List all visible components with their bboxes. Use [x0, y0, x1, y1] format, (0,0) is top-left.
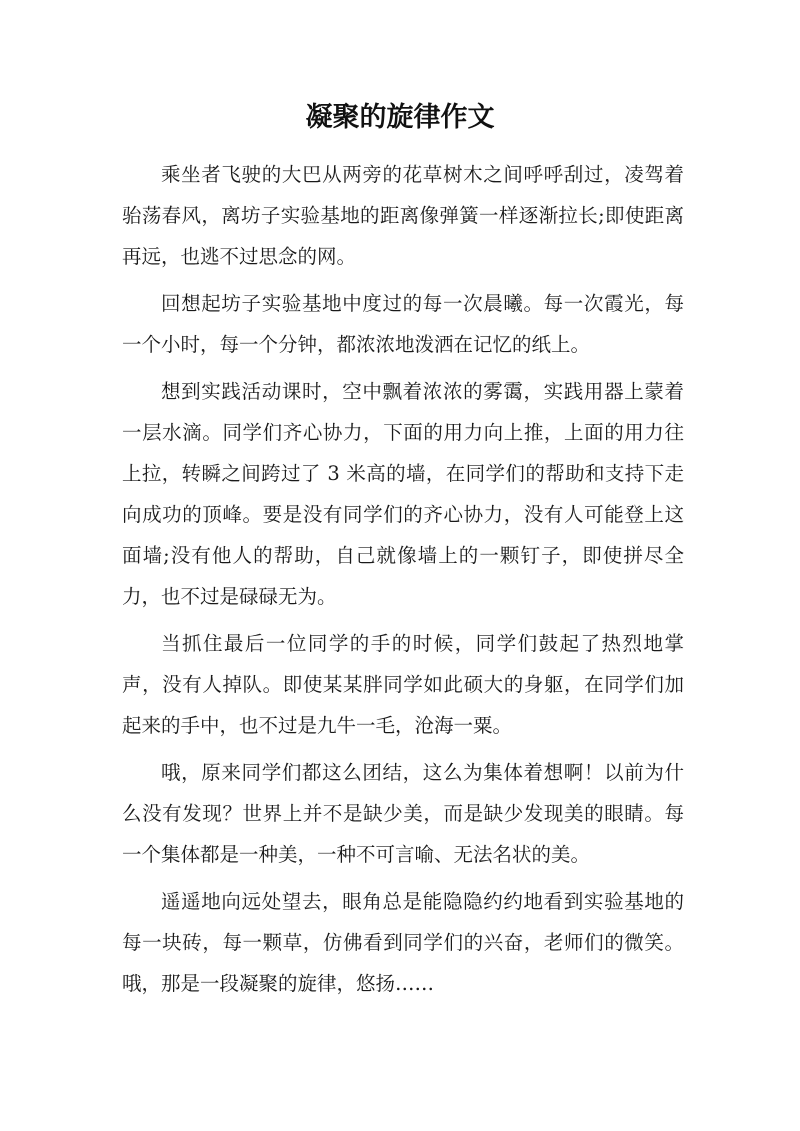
- paragraph-3: 想到实践活动课时，空中飘着浓浓的雾霭，实践用器上蒙着一层水滴。同学们齐心协力，下面的用力向上推，上面的用力往上拉，转瞬之间跨过了 3 米高的墙，在同学们的帮助和支持下走向成功的顶峰。要是没有同学们的齐心协力，没有人可能登上这面墙;没有他人的帮助，自己就像墙上的一颗钉子，即使拼尽全力，也不过是碌碌无为。: [122, 380, 684, 608]
- paragraph-5: 哦，原来同学们都这么团结，这么为集体着想啊！以前为什么没有发现？世界上并不是缺少美，而是缺少发现美的眼睛。每一个集体都是一种美，一种不可言喻、无法名状的美。: [122, 761, 684, 866]
- paragraph-1: 乘坐者飞驶的大巴从两旁的花草树木之间呼呼刮过，凌驾着骀荡春风，离坊子实验基地的距离像弹簧一样逐渐拉长;即使距离再远，也逃不过思念的网。: [122, 163, 684, 268]
- paragraph-2: 回想起坊子实验基地中度过的每一次晨曦。每一次霞光，每一个小时，每一个分钟，都浓浓地泼洒在记忆的纸上。: [122, 292, 684, 356]
- paragraph-4: 当抓住最后一位同学的手的时候，同学们鼓起了热烈地掌声，没有人掉队。即使某某胖同学如此硕大的身躯，在同学们加起来的手中，也不过是九牛一毛，沧海一粟。: [122, 632, 684, 737]
- document-title: 凝聚的旋律作文: [305, 102, 495, 133]
- document-body: [122, 154, 684, 1010]
- paragraph-6: 遥遥地向远处望去，眼角总是能隐隐约约地看到实验基地的每一块砖，每一颗草，仿佛看到同学们的兴奋，老师们的微笑。哦，那是一段凝聚的旋律，悠扬……: [122, 890, 684, 995]
